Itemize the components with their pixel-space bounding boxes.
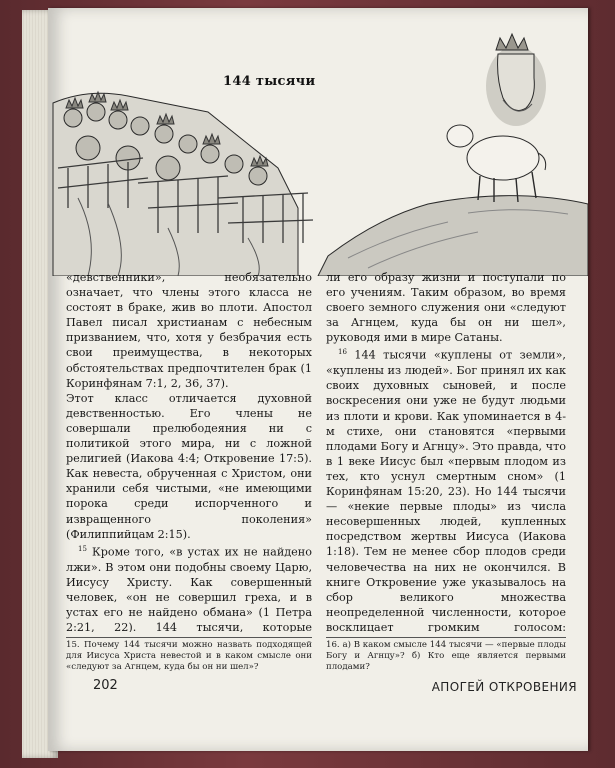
chapter-title: 144 тысячи — [223, 74, 316, 89]
paragraph: ли его образу жизни и поступали по его учениям. Таким образом, во время своего земного служения они «следуют за Агнцем, куда бы он ни шел», руководя ими в мире Сатаны. — [326, 271, 566, 345]
text-column-right — [326, 270, 566, 632]
paragraph-number: 16 — [338, 348, 347, 357]
harpist-crowd-drawing — [53, 92, 313, 276]
paragraph: Этот класс отличается духовной девственностью. Его члены не совершали прелюбодеяния ни с политикой этого мира, ни с ложной религией (Иакова 4:4; Откровение 17:5). Как невеста, обрученная с Христом, они хранили себя чистыми, «не имеющими порока среди испорченного и извращенного поколения» (Филиппийцам 2:15). — [66, 391, 312, 541]
page-number: 202 — [93, 678, 118, 693]
paragraph-text: Кроме того, «в устах их не найдено лжи». В этом они подобны своему Царю, Иисусу Христу. Как совершенный человек, «он не совершил греха, и в устах его не найдено обмана» (1 Петра 2:21, 22). 144 тысячи, которые — [66, 545, 312, 632]
paragraph-text: 144 тысячи «куплены от земли», «куплены из людей». Бог принял их как своих духовных сыновей, и после воскресения они уже не будут людьми из плоти и крови. Как упоминается в 4-м стихе, они становятся «первыми плодами Богу и Агнцу». Это правда, что в 1 веке Иисус был «первым плодом из тех, кто уснул смертным сном» (1 Коринфянам 15:20, 23). Но 144 тысячи — «некие первые плоды» из числа несовершенных людей, купленных посредством жертвы Иисуса (Иакова 1:18). Тем не менее сбор плодов среди человечества на них не окончился. В книге Откровение уже указывалось на сбор великого множества неопределенной численности, которое восклицает громким голосом: — [326, 349, 566, 632]
footnote-rule — [66, 637, 312, 638]
paragraph — [326, 345, 566, 632]
lamb-on-hill-drawing — [318, 125, 588, 276]
footnote-rule — [326, 637, 566, 638]
text-column-left — [66, 270, 312, 632]
king-portrait-drawing — [486, 34, 546, 126]
paragraph: «девственники», необязательно означает, что члены этого класса не состоят в браке, жив во плоти. Апостол Павел писал христианам с небесным призванием, что, хотя у безбрачия есть свои преимущества, в некоторых обстоятельствах предпочтителен брак (1 Коринфянам 7:1, 2, 36, 37). — [66, 271, 312, 390]
paragraph — [66, 542, 312, 632]
footnote-question-15: 15. Почему 144 тысячи можно назвать подходящей для Иисуса Христа невестой и в каком смысле они «следуют за Агнцем, куда бы он ни шел»? — [66, 640, 312, 672]
footnote-question-16: 16. а) В каком смысле 144 тысячи — «первые плоды Богу и Агнцу»? б) Кто еще является первыми плодами? — [326, 640, 566, 672]
running-title: АПОГЕЙ ОТКРОВЕНИЯ — [431, 680, 577, 694]
illustration — [48, 8, 588, 276]
paragraph-number: 15 — [78, 544, 87, 553]
